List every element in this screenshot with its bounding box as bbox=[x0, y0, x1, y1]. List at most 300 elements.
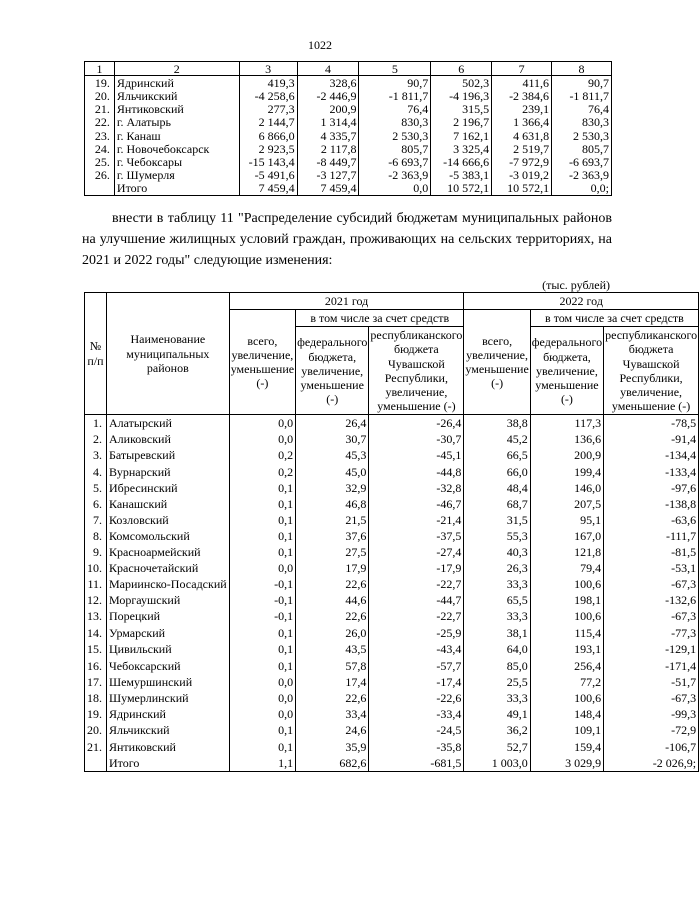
value-cell: -2 384,6 bbox=[492, 89, 552, 102]
value-cell: 328,6 bbox=[297, 76, 359, 90]
value-cell: 0,0 bbox=[229, 690, 295, 706]
value-cell: 24,6 bbox=[296, 722, 369, 738]
value-cell: 100,6 bbox=[530, 608, 603, 624]
row-number: 19. bbox=[85, 706, 107, 722]
value-cell: 48,4 bbox=[464, 480, 530, 496]
value-cell: -681,5 bbox=[369, 755, 464, 772]
value-cell: -6 693,7 bbox=[359, 155, 431, 168]
value-cell: 193,1 bbox=[530, 641, 603, 659]
column-number: 2 bbox=[114, 62, 239, 76]
value-cell: -3 019,2 bbox=[492, 169, 552, 182]
value-cell: 17,4 bbox=[296, 674, 369, 690]
value-cell: 1 003,0 bbox=[464, 755, 530, 772]
district-name: г. Чебоксары bbox=[114, 155, 239, 168]
value-cell: -134,4 bbox=[604, 447, 699, 463]
value-cell: 1 314,4 bbox=[297, 116, 359, 129]
district-name: г. Алатырь bbox=[114, 116, 239, 129]
value-cell: -77,3 bbox=[604, 624, 699, 640]
value-cell: -33,4 bbox=[369, 706, 464, 722]
value-cell: -67,3 bbox=[604, 608, 699, 624]
value-cell: -91,4 bbox=[604, 431, 699, 447]
value-cell: 90,7 bbox=[359, 76, 431, 90]
district-name: Вурнарский bbox=[107, 464, 230, 480]
value-cell: 7 162,1 bbox=[431, 129, 492, 142]
value-cell: 27,5 bbox=[296, 544, 369, 560]
value-cell: 0,0 bbox=[229, 674, 295, 690]
table-header-row bbox=[85, 62, 612, 76]
value-cell: -22,6 bbox=[369, 690, 464, 706]
value-cell: 207,5 bbox=[530, 496, 603, 512]
table-row bbox=[85, 142, 612, 155]
value-cell: 2 196,7 bbox=[431, 116, 492, 129]
value-cell: -14 666,6 bbox=[431, 155, 492, 168]
value-cell: -30,7 bbox=[369, 431, 464, 447]
value-cell: 239,1 bbox=[492, 103, 552, 116]
value-cell: 830,3 bbox=[359, 116, 431, 129]
district-name: Моргаушский bbox=[107, 592, 230, 608]
value-cell: 136,6 bbox=[530, 431, 603, 447]
value-cell: -1 811,7 bbox=[552, 89, 612, 102]
table-row bbox=[85, 658, 699, 674]
table-row bbox=[85, 116, 612, 129]
district-name: Шумерлинский bbox=[107, 690, 230, 706]
row-number bbox=[85, 755, 107, 772]
value-cell: 2 144,7 bbox=[239, 116, 297, 129]
value-cell: 805,7 bbox=[359, 142, 431, 155]
table-row bbox=[85, 76, 612, 90]
value-cell: -51,7 bbox=[604, 674, 699, 690]
value-cell: 45,0 bbox=[296, 464, 369, 480]
value-cell: -111,7 bbox=[604, 528, 699, 544]
value-cell: 830,3 bbox=[552, 116, 612, 129]
value-cell: 36,2 bbox=[464, 722, 530, 738]
value-cell: -24,5 bbox=[369, 722, 464, 738]
value-cell: -5 383,1 bbox=[431, 169, 492, 182]
district-name: Аликовский bbox=[107, 431, 230, 447]
table-row bbox=[85, 103, 612, 116]
value-cell: -138,8 bbox=[604, 496, 699, 512]
table-row bbox=[85, 480, 699, 496]
total-2021-header: всего, увеличение, уменьшение (-) bbox=[229, 310, 295, 415]
column-number: 7 bbox=[492, 62, 552, 76]
value-cell: 76,4 bbox=[359, 103, 431, 116]
district-name: Канашский bbox=[107, 496, 230, 512]
district-name: Шемуршинский bbox=[107, 674, 230, 690]
row-number: 10. bbox=[85, 560, 107, 576]
value-cell: 38,1 bbox=[464, 624, 530, 640]
value-cell: 0,1 bbox=[229, 624, 295, 640]
value-cell: -17,9 bbox=[369, 560, 464, 576]
value-cell: 66,5 bbox=[464, 447, 530, 463]
value-cell: 109,1 bbox=[530, 722, 603, 738]
value-cell: 0,0; bbox=[552, 182, 612, 196]
value-cell: 65,5 bbox=[464, 592, 530, 608]
year-2021-header: 2021 год bbox=[229, 293, 464, 310]
value-cell: 0,1 bbox=[229, 512, 295, 528]
value-cell: 33,3 bbox=[464, 608, 530, 624]
value-cell: 0,1 bbox=[229, 496, 295, 512]
value-cell: -44,7 bbox=[369, 592, 464, 608]
district-name: Козловский bbox=[107, 512, 230, 528]
value-cell: 0,0 bbox=[229, 415, 295, 432]
republic-2021-header: республиканского бюджета Чувашской Республики, увеличение, уменьшение (-) bbox=[370, 328, 463, 414]
value-cell: 7 459,4 bbox=[297, 182, 359, 196]
table-row bbox=[85, 415, 699, 432]
value-cell: 55,3 bbox=[464, 528, 530, 544]
value-cell: -32,8 bbox=[369, 480, 464, 496]
table-row bbox=[85, 496, 699, 512]
table-row bbox=[85, 512, 699, 528]
value-cell: -81,5 bbox=[604, 544, 699, 560]
value-cell: -26,4 bbox=[369, 415, 464, 432]
incl-2021-header: в том числе за счет средств bbox=[296, 310, 464, 327]
district-name: Яльчикский bbox=[107, 722, 230, 738]
district-name: Ядринский bbox=[114, 76, 239, 90]
district-name: Мариинско-Посадский bbox=[107, 576, 230, 592]
value-cell: -99,3 bbox=[604, 706, 699, 722]
value-cell: -8 449,7 bbox=[297, 155, 359, 168]
value-cell: 198,1 bbox=[530, 592, 603, 608]
row-number bbox=[85, 182, 115, 196]
column-number: 6 bbox=[431, 62, 492, 76]
value-cell: -22,7 bbox=[369, 576, 464, 592]
value-cell: 49,1 bbox=[464, 706, 530, 722]
value-cell: -97,6 bbox=[604, 480, 699, 496]
value-cell: -17,4 bbox=[369, 674, 464, 690]
value-cell: 1 366,4 bbox=[492, 116, 552, 129]
table-row bbox=[85, 182, 612, 196]
units-label: (тыс. рублей) bbox=[542, 278, 610, 292]
value-cell: 4 335,7 bbox=[297, 129, 359, 142]
row-number: 6. bbox=[85, 496, 107, 512]
value-cell: 4 631,8 bbox=[492, 129, 552, 142]
subsidy-table bbox=[84, 292, 699, 772]
value-cell: 0,1 bbox=[229, 739, 295, 755]
table-row bbox=[85, 89, 612, 102]
value-cell: -25,9 bbox=[369, 624, 464, 640]
value-cell: 17,9 bbox=[296, 560, 369, 576]
value-cell: 411,6 bbox=[492, 76, 552, 90]
value-cell: -1 811,7 bbox=[359, 89, 431, 102]
value-cell: 33,3 bbox=[464, 576, 530, 592]
table-row bbox=[85, 624, 699, 640]
value-cell: -129,1 bbox=[604, 641, 699, 659]
value-cell: 3 029,9 bbox=[530, 755, 603, 772]
value-cell: 77,2 bbox=[530, 674, 603, 690]
value-cell: -15 143,4 bbox=[239, 155, 297, 168]
value-cell: 0,0 bbox=[229, 431, 295, 447]
table-row bbox=[85, 544, 699, 560]
row-number: 15. bbox=[85, 641, 107, 659]
value-cell: 0,2 bbox=[229, 447, 295, 463]
table-row bbox=[85, 755, 699, 772]
value-cell: 199,4 bbox=[530, 464, 603, 480]
value-cell: 40,3 bbox=[464, 544, 530, 560]
value-cell: 68,7 bbox=[464, 496, 530, 512]
value-cell: 0,2 bbox=[229, 464, 295, 480]
row-number: 18. bbox=[85, 690, 107, 706]
value-cell: 26,3 bbox=[464, 560, 530, 576]
value-cell: 0,1 bbox=[229, 480, 295, 496]
row-number: 20. bbox=[85, 89, 115, 102]
value-cell: -2 026,9; bbox=[604, 755, 699, 772]
value-cell: -63,6 bbox=[604, 512, 699, 528]
table-row bbox=[85, 129, 612, 142]
row-number: 9. bbox=[85, 544, 107, 560]
value-cell: -45,1 bbox=[369, 447, 464, 463]
value-cell: 45,3 bbox=[296, 447, 369, 463]
value-cell: -67,3 bbox=[604, 576, 699, 592]
row-number: 14. bbox=[85, 624, 107, 640]
col-name-header: Наименование муниципальных районов bbox=[107, 293, 230, 415]
column-number: 5 bbox=[359, 62, 431, 76]
value-cell: 52,7 bbox=[464, 739, 530, 755]
column-number: 3 bbox=[239, 62, 297, 76]
district-name: Алатырский bbox=[107, 415, 230, 432]
value-cell: -3 127,7 bbox=[297, 169, 359, 182]
value-cell: 7 459,4 bbox=[239, 182, 297, 196]
value-cell: 22,6 bbox=[296, 608, 369, 624]
table-row bbox=[85, 464, 699, 480]
value-cell: 2 519,7 bbox=[492, 142, 552, 155]
value-cell: -22,7 bbox=[369, 608, 464, 624]
value-cell: 100,6 bbox=[530, 690, 603, 706]
row-number: 26. bbox=[85, 169, 115, 182]
row-number: 19. bbox=[85, 76, 115, 90]
value-cell: -2 363,9 bbox=[359, 169, 431, 182]
value-cell: 167,0 bbox=[530, 528, 603, 544]
value-cell: -4 196,3 bbox=[431, 89, 492, 102]
district-name: г. Шумерля bbox=[114, 169, 239, 182]
value-cell: 159,4 bbox=[530, 739, 603, 755]
table-row bbox=[85, 155, 612, 168]
table-row bbox=[85, 169, 612, 182]
value-cell: 146,0 bbox=[530, 480, 603, 496]
value-cell: 0,0 bbox=[359, 182, 431, 196]
row-number: 20. bbox=[85, 722, 107, 738]
total-2022-header: всего, увеличение, уменьшение (-) bbox=[464, 310, 530, 415]
table-row bbox=[85, 560, 699, 576]
district-name: г. Канаш bbox=[114, 129, 239, 142]
value-cell: 32,9 bbox=[296, 480, 369, 496]
district-name: г. Новочебоксарск bbox=[114, 142, 239, 155]
value-cell: 0,1 bbox=[229, 658, 295, 674]
district-name: Порецкий bbox=[107, 608, 230, 624]
value-cell: 79,4 bbox=[530, 560, 603, 576]
value-cell: 2 117,8 bbox=[297, 142, 359, 155]
value-cell: 0,1 bbox=[229, 641, 295, 659]
value-cell: 22,6 bbox=[296, 576, 369, 592]
value-cell: 200,9 bbox=[530, 447, 603, 463]
value-cell: 805,7 bbox=[552, 142, 612, 155]
value-cell: 30,7 bbox=[296, 431, 369, 447]
value-cell: 26,4 bbox=[296, 415, 369, 432]
table-row bbox=[85, 528, 699, 544]
value-cell: 46,8 bbox=[296, 496, 369, 512]
value-cell: 148,4 bbox=[530, 706, 603, 722]
value-cell: -78,5 bbox=[604, 415, 699, 432]
row-number: 11. bbox=[85, 576, 107, 592]
column-number: 8 bbox=[552, 62, 612, 76]
value-cell: 64,0 bbox=[464, 641, 530, 659]
value-cell: 57,8 bbox=[296, 658, 369, 674]
row-number: 24. bbox=[85, 142, 115, 155]
value-cell: 31,5 bbox=[464, 512, 530, 528]
republic-2022-header: республиканского бюджета Чувашской Республики, увеличение, уменьшение (-) bbox=[605, 328, 698, 414]
value-cell: -171,4 bbox=[604, 658, 699, 674]
col-num-header: № п/п bbox=[85, 293, 107, 415]
value-cell: 419,3 bbox=[239, 76, 297, 90]
value-cell: -35,8 bbox=[369, 739, 464, 755]
value-cell: -67,3 bbox=[604, 690, 699, 706]
row-number: 2. bbox=[85, 431, 107, 447]
value-cell: -4 258,6 bbox=[239, 89, 297, 102]
value-cell: 0,1 bbox=[229, 528, 295, 544]
table-row bbox=[85, 674, 699, 690]
table-row bbox=[85, 576, 699, 592]
value-cell: -2 446,9 bbox=[297, 89, 359, 102]
value-cell: 6 866,0 bbox=[239, 129, 297, 142]
value-cell: -7 972,9 bbox=[492, 155, 552, 168]
value-cell: -133,4 bbox=[604, 464, 699, 480]
value-cell: 0,0 bbox=[229, 706, 295, 722]
value-cell: 26,0 bbox=[296, 624, 369, 640]
district-name: Янтиковский bbox=[114, 103, 239, 116]
value-cell: 21,5 bbox=[296, 512, 369, 528]
value-cell: 200,9 bbox=[297, 103, 359, 116]
value-cell: 502,3 bbox=[431, 76, 492, 90]
value-cell: -57,7 bbox=[369, 658, 464, 674]
value-cell: -0,1 bbox=[229, 592, 295, 608]
value-cell: 95,1 bbox=[530, 512, 603, 528]
row-number: 22. bbox=[85, 116, 115, 129]
continuation-table bbox=[84, 61, 612, 196]
row-number: 21. bbox=[85, 739, 107, 755]
row-number: 3. bbox=[85, 447, 107, 463]
value-cell: 85,0 bbox=[464, 658, 530, 674]
row-number: 13. bbox=[85, 608, 107, 624]
district-name: Красночетайский bbox=[107, 560, 230, 576]
district-name: Батыревский bbox=[107, 447, 230, 463]
value-cell: 277,3 bbox=[239, 103, 297, 116]
value-cell: -46,7 bbox=[369, 496, 464, 512]
table-row bbox=[85, 722, 699, 738]
value-cell: -27,4 bbox=[369, 544, 464, 560]
value-cell: -6 693,7 bbox=[552, 155, 612, 168]
row-number: 21. bbox=[85, 103, 115, 116]
value-cell: 0,1 bbox=[229, 544, 295, 560]
value-cell: -0,1 bbox=[229, 608, 295, 624]
value-cell: 1,1 bbox=[229, 755, 295, 772]
page-number: 1022 bbox=[308, 38, 332, 52]
district-name: Урмарский bbox=[107, 624, 230, 640]
district-name: Яльчикский bbox=[114, 89, 239, 102]
value-cell: 33,3 bbox=[464, 690, 530, 706]
row-number: 16. bbox=[85, 658, 107, 674]
value-cell: -0,1 bbox=[229, 576, 295, 592]
value-cell: 2 530,3 bbox=[552, 129, 612, 142]
row-number: 25. bbox=[85, 155, 115, 168]
district-name: Ибресинский bbox=[107, 480, 230, 496]
value-cell: 10 572,1 bbox=[492, 182, 552, 196]
amendment-paragraph: внести в таблицу 11 "Распределение субсидий бюджетам муниципальных районов на улучшение жилищных условий граждан, проживающих на сельских территориях, на 2021 и 2022 годы" следующие изменения: bbox=[82, 211, 612, 268]
value-cell: 66,0 bbox=[464, 464, 530, 480]
value-cell: 25,5 bbox=[464, 674, 530, 690]
row-number: 23. bbox=[85, 129, 115, 142]
district-name: Комсомольский bbox=[107, 528, 230, 544]
value-cell: 682,6 bbox=[296, 755, 369, 772]
federal-2021-header: федерального бюджета, увеличение, уменьшение (-) bbox=[296, 327, 369, 415]
value-cell: -43,4 bbox=[369, 641, 464, 659]
district-name: Цивильский bbox=[107, 641, 230, 659]
value-cell: -44,8 bbox=[369, 464, 464, 480]
value-cell: 44,6 bbox=[296, 592, 369, 608]
value-cell: 76,4 bbox=[552, 103, 612, 116]
value-cell: 35,9 bbox=[296, 739, 369, 755]
value-cell: 115,4 bbox=[530, 624, 603, 640]
value-cell: -5 491,6 bbox=[239, 169, 297, 182]
value-cell: 256,4 bbox=[530, 658, 603, 674]
row-number: 7. bbox=[85, 512, 107, 528]
district-name: Итого bbox=[107, 755, 230, 772]
value-cell: 315,5 bbox=[431, 103, 492, 116]
value-cell: -21,4 bbox=[369, 512, 464, 528]
value-cell: 43,5 bbox=[296, 641, 369, 659]
row-number: 17. bbox=[85, 674, 107, 690]
value-cell: 22,6 bbox=[296, 690, 369, 706]
district-name: Красноармейский bbox=[107, 544, 230, 560]
table-row bbox=[85, 592, 699, 608]
table-row bbox=[85, 608, 699, 624]
row-number: 1. bbox=[85, 415, 107, 432]
column-number: 4 bbox=[297, 62, 359, 76]
table-row bbox=[85, 739, 699, 755]
table-row bbox=[85, 447, 699, 463]
table-row bbox=[85, 431, 699, 447]
value-cell: -37,5 bbox=[369, 528, 464, 544]
district-name: Итого bbox=[114, 182, 239, 196]
row-number: 5. bbox=[85, 480, 107, 496]
value-cell: -106,7 bbox=[604, 739, 699, 755]
value-cell: 2 923,5 bbox=[239, 142, 297, 155]
value-cell: -132,6 bbox=[604, 592, 699, 608]
value-cell: 2 530,3 bbox=[359, 129, 431, 142]
value-cell: 45,2 bbox=[464, 431, 530, 447]
column-number: 1 bbox=[85, 62, 115, 76]
value-cell: -2 363,9 bbox=[552, 169, 612, 182]
value-cell: 100,6 bbox=[530, 576, 603, 592]
year-2022-header: 2022 год bbox=[464, 293, 699, 310]
value-cell: -72,9 bbox=[604, 722, 699, 738]
value-cell: 117,3 bbox=[530, 415, 603, 432]
row-number: 12. bbox=[85, 592, 107, 608]
table-row bbox=[85, 706, 699, 722]
district-name: Чебоксарский bbox=[107, 658, 230, 674]
value-cell: -53,1 bbox=[604, 560, 699, 576]
value-cell: 3 325,4 bbox=[431, 142, 492, 155]
value-cell: 0,1 bbox=[229, 722, 295, 738]
value-cell: 38,8 bbox=[464, 415, 530, 432]
value-cell: 10 572,1 bbox=[431, 182, 492, 196]
row-number: 8. bbox=[85, 528, 107, 544]
value-cell: 33,4 bbox=[296, 706, 369, 722]
federal-2022-header: федерального бюджета, увеличение, уменьшение (-) bbox=[530, 327, 603, 415]
district-name: Ядринский bbox=[107, 706, 230, 722]
table-row bbox=[85, 690, 699, 706]
incl-2022-header: в том числе за счет средств bbox=[530, 310, 698, 327]
value-cell: 0,0 bbox=[229, 560, 295, 576]
value-cell: 121,8 bbox=[530, 544, 603, 560]
